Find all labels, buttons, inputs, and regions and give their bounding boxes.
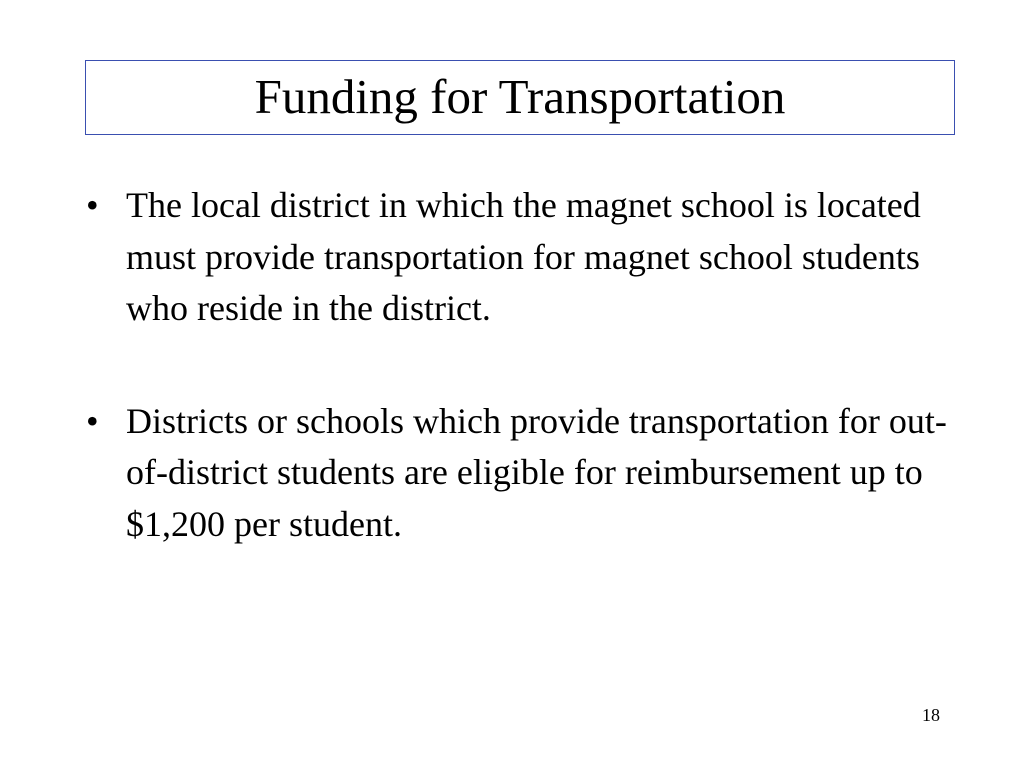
bullet-item-2 [86, 396, 956, 551]
bullet-icon: • [86, 400, 99, 441]
slide-title: Funding for Transportation [254, 69, 786, 124]
bullet-text-2: Districts or schools which provide transportation for out-of-district students are eligible for reimbursement up to $1,200 per student. [126, 400, 947, 544]
bullet-item-1 [86, 180, 956, 335]
bullet-icon: • [86, 185, 99, 225]
title-box [85, 60, 955, 135]
bullet-text-1: The local district in which the magnet school is located must provide transportation for magnet school students who reside in the district. [126, 185, 921, 328]
bullet-list [86, 180, 956, 550]
page-number: 18 [922, 705, 940, 725]
